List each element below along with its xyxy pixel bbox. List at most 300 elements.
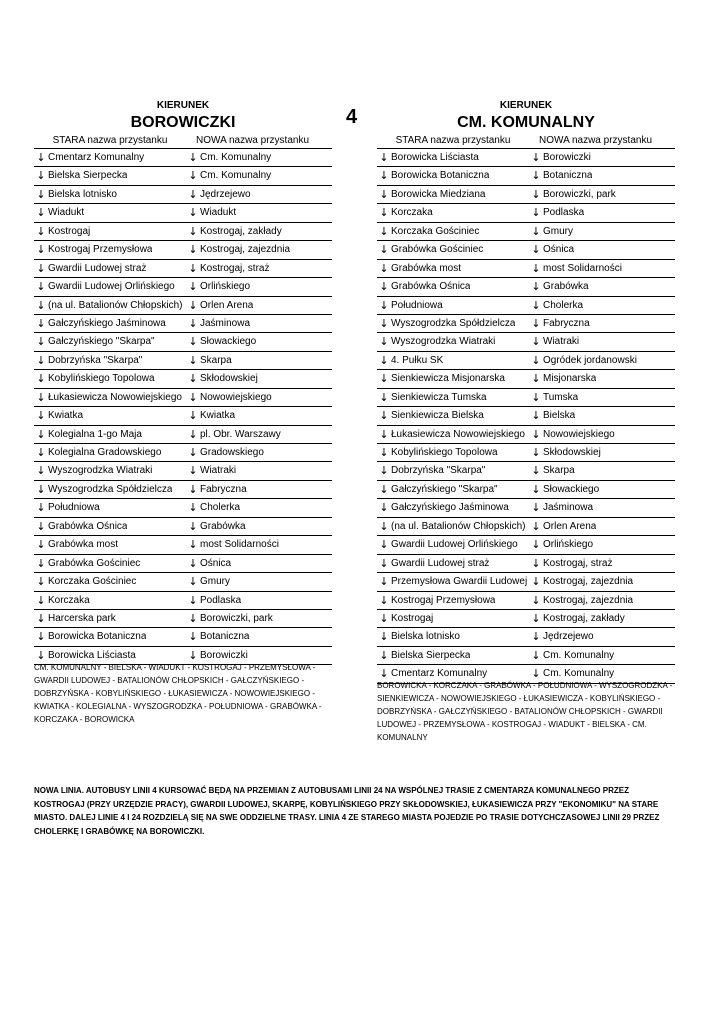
table-row bbox=[377, 333, 675, 351]
new-stop-cell bbox=[529, 167, 675, 184]
table-row bbox=[34, 628, 332, 646]
new-stop-name: Orlen Arena bbox=[200, 299, 254, 311]
arrow-down-icon: ↓ bbox=[188, 556, 198, 570]
table-row bbox=[377, 426, 675, 444]
new-stop-name: Botaniczna bbox=[200, 631, 250, 643]
old-stop-cell bbox=[34, 573, 186, 590]
old-stop-cell bbox=[34, 204, 186, 221]
old-stop-name: Łukasiewicza Nowowiejskiego bbox=[391, 428, 525, 440]
new-stop-cell bbox=[529, 352, 675, 369]
old-stop-cell bbox=[34, 407, 186, 424]
old-stop-name: Gałczyńskiego Jaśminowa bbox=[391, 502, 509, 514]
old-stop-name: Grabówka most bbox=[391, 262, 462, 274]
line-number: 4 bbox=[346, 106, 358, 128]
old-stop-name: Kostrogaj Przemysłowa bbox=[391, 594, 496, 606]
arrow-down-icon: ↓ bbox=[188, 316, 198, 330]
arrow-down-icon: ↓ bbox=[36, 519, 46, 533]
arrow-down-icon: ↓ bbox=[531, 206, 541, 220]
table-row bbox=[377, 407, 675, 425]
table-row bbox=[34, 592, 332, 610]
new-stop-cell bbox=[186, 592, 332, 609]
table-row bbox=[34, 389, 332, 407]
old-stop-name: Kostrogaj bbox=[48, 225, 91, 237]
arrow-down-icon: ↓ bbox=[379, 446, 389, 459]
old-stop-name: Sienkiewicza Tumska bbox=[391, 391, 487, 403]
new-stop-cell bbox=[529, 426, 675, 443]
arrow-down-icon: ↓ bbox=[36, 390, 46, 404]
table-row bbox=[377, 315, 675, 333]
new-stop-name: Botaniczna bbox=[543, 170, 593, 182]
table-row bbox=[377, 518, 675, 536]
arrow-down-icon: ↓ bbox=[531, 409, 541, 423]
new-stop-cell bbox=[186, 536, 332, 553]
new-stop-name: Skarpa bbox=[200, 354, 232, 366]
new-stop-cell bbox=[186, 481, 332, 498]
arrow-down-icon: ↓ bbox=[36, 224, 46, 238]
new-stop-cell bbox=[186, 297, 332, 314]
arrow-down-icon: ↓ bbox=[379, 556, 389, 570]
arrow-down-icon: ↓ bbox=[188, 648, 198, 662]
old-stop-cell bbox=[377, 167, 529, 184]
new-stop-name: Skarpa bbox=[543, 465, 575, 477]
new-stop-cell bbox=[529, 499, 675, 516]
stops-table bbox=[377, 149, 675, 684]
arrow-down-icon: ↓ bbox=[36, 298, 46, 312]
new-stop-name: Jędrzejewo bbox=[543, 631, 594, 643]
old-stop-name: Borowicka Liściasta bbox=[391, 152, 479, 163]
new-stop-name: Kostrogaj, zakłady bbox=[543, 612, 625, 624]
old-name-header: STARA nazwa przystanku bbox=[395, 135, 511, 146]
arrow-down-icon: ↓ bbox=[531, 372, 541, 386]
old-stop-name: (na ul. Batalionów Chłopskich) bbox=[391, 520, 526, 532]
table-row bbox=[377, 647, 675, 665]
arrow-down-icon: ↓ bbox=[379, 611, 389, 625]
old-stop-cell bbox=[377, 592, 529, 609]
arrow-down-icon: ↓ bbox=[531, 519, 541, 533]
arrow-down-icon: ↓ bbox=[36, 316, 46, 330]
table-row bbox=[34, 333, 332, 351]
arrow-down-icon: ↓ bbox=[531, 538, 541, 552]
new-stop-name: Cm. Komunalny bbox=[543, 668, 615, 680]
arrow-down-icon: ↓ bbox=[379, 667, 389, 681]
new-stop-name: Fabryczna bbox=[200, 483, 247, 495]
new-stop-name: Grabówka bbox=[543, 281, 589, 293]
table-row bbox=[377, 167, 675, 185]
table-row bbox=[34, 260, 332, 278]
old-stop-name: Borowicka Botaniczna bbox=[48, 631, 147, 643]
table-row bbox=[377, 352, 675, 370]
arrow-down-icon: ↓ bbox=[188, 427, 198, 441]
arrow-down-icon: ↓ bbox=[531, 630, 541, 644]
new-stop-name: Jędrzejewo bbox=[200, 188, 251, 200]
new-stop-name: Grabówka bbox=[200, 520, 246, 532]
arrow-down-icon: ↓ bbox=[188, 280, 198, 294]
old-stop-name: Sienkiewicza Misjonarska bbox=[391, 373, 505, 385]
new-stop-cell bbox=[529, 370, 675, 387]
arrow-down-icon: ↓ bbox=[36, 335, 46, 349]
old-stop-cell bbox=[377, 333, 529, 350]
arrow-down-icon: ↓ bbox=[36, 187, 46, 201]
table-row bbox=[34, 555, 332, 573]
new-stop-cell bbox=[529, 333, 675, 350]
arrow-down-icon: ↓ bbox=[188, 593, 198, 607]
old-stop-name: Gałczyńskiego "Skarpa" bbox=[48, 336, 155, 348]
old-stop-cell bbox=[34, 499, 186, 516]
old-stop-name: Korczaka bbox=[391, 207, 433, 219]
old-stop-name: Wyszogrodzka Wiatraki bbox=[391, 336, 496, 348]
new-stop-cell bbox=[186, 204, 332, 221]
old-stop-name: Kwiatka bbox=[48, 410, 84, 422]
table-row bbox=[34, 481, 332, 499]
old-stop-name: Dobrzyńska "Skarpa" bbox=[48, 354, 143, 366]
old-stop-cell bbox=[377, 610, 529, 627]
new-stop-cell bbox=[529, 315, 675, 332]
old-stop-cell bbox=[34, 315, 186, 332]
new-stop-name: Gmury bbox=[543, 225, 573, 237]
table-row bbox=[377, 536, 675, 554]
old-stop-cell bbox=[377, 426, 529, 443]
old-stop-cell bbox=[377, 260, 529, 277]
old-stop-cell bbox=[34, 592, 186, 609]
arrow-down-icon: ↓ bbox=[36, 372, 46, 386]
old-stop-name: Kostrogaj bbox=[391, 612, 434, 624]
old-stop-name: Przemysłowa Gwardii Ludowej bbox=[391, 576, 528, 588]
old-stop-name: Gwardii Ludowej straż bbox=[391, 557, 490, 569]
new-name-header: NOWA nazwa przystanku bbox=[196, 135, 310, 146]
old-stop-name: Dobrzyńska "Skarpa" bbox=[391, 465, 486, 477]
arrow-down-icon: ↓ bbox=[531, 261, 541, 275]
old-stop-cell bbox=[34, 536, 186, 553]
route-description: CM. KOMUNALNY - BIELSKA - WIADUKT - KOSTROGAJ - PRZEMYSŁOWA - GWARDII LUDOWEJ - BATALIONÓW CHŁOPSKICH - GAŁCZYŃSKIEGO - DOBRZYŃSKA - KOBYLIŃSKIEGO - ŁUKASIEWICZA - NOWOWIEJSKIEGO - KWIATKA - KOLEGIALNA - WYSZOGRODZKA - POŁUDNIOWA - GRABÓWKA - KORCZAKA - BOROWICKA bbox=[34, 663, 322, 724]
table-row bbox=[377, 481, 675, 499]
old-stop-name: Gałczyńskiego Jaśminowa bbox=[48, 317, 166, 329]
table-row bbox=[377, 628, 675, 646]
old-stop-name: Grabówka Gościniec bbox=[48, 557, 141, 569]
arrow-down-icon: ↓ bbox=[379, 427, 389, 441]
new-stop-name: Tumska bbox=[543, 391, 579, 403]
arrow-down-icon: ↓ bbox=[36, 630, 46, 644]
old-stop-name: Grabówka Gościniec bbox=[391, 244, 484, 256]
new-stop-name: Ośnica bbox=[200, 557, 232, 569]
table-row bbox=[377, 592, 675, 610]
arrow-down-icon: ↓ bbox=[188, 224, 198, 238]
old-stop-cell bbox=[34, 333, 186, 350]
new-stop-name: Cm. Komunalny bbox=[543, 649, 615, 661]
new-stop-name: Gmury bbox=[200, 576, 230, 588]
arrow-down-icon: ↓ bbox=[188, 409, 198, 423]
arrow-down-icon: ↓ bbox=[531, 556, 541, 570]
arrow-down-icon: ↓ bbox=[188, 261, 198, 275]
arrow-down-icon: ↓ bbox=[531, 298, 541, 312]
arrow-down-icon: ↓ bbox=[188, 169, 198, 183]
table-row bbox=[34, 167, 332, 185]
arrow-down-icon: ↓ bbox=[379, 169, 389, 183]
new-stop-name: Borowiczki bbox=[543, 152, 591, 163]
old-stop-name: Gałczyńskiego "Skarpa" bbox=[391, 483, 498, 495]
old-stop-cell bbox=[377, 223, 529, 240]
old-stop-cell bbox=[377, 536, 529, 553]
arrow-down-icon: ↓ bbox=[379, 630, 389, 644]
new-stop-cell bbox=[529, 647, 675, 664]
new-stop-cell bbox=[186, 389, 332, 406]
new-stop-cell bbox=[529, 149, 675, 166]
new-stop-cell bbox=[186, 462, 332, 479]
old-stop-name: Cmentarz Komunalny bbox=[48, 152, 145, 163]
new-stop-name: most Solidarności bbox=[543, 262, 622, 274]
old-stop-name: Bielska lotnisko bbox=[391, 631, 460, 643]
destination-title: BOROWICZKI bbox=[130, 114, 236, 131]
arrow-down-icon: ↓ bbox=[531, 464, 541, 478]
new-stop-name: Podlaska bbox=[200, 594, 242, 606]
new-stop-cell bbox=[186, 167, 332, 184]
new-stop-cell bbox=[186, 149, 332, 166]
old-stop-cell bbox=[377, 370, 529, 387]
arrow-down-icon: ↓ bbox=[379, 353, 389, 367]
new-stop-cell bbox=[186, 223, 332, 240]
arrow-down-icon: ↓ bbox=[531, 316, 541, 330]
table-row bbox=[34, 518, 332, 536]
arrow-down-icon: ↓ bbox=[36, 648, 46, 662]
arrow-down-icon: ↓ bbox=[379, 464, 389, 478]
table-row bbox=[34, 370, 332, 388]
arrow-down-icon: ↓ bbox=[36, 482, 46, 496]
new-stop-name: Nowowiejskiego bbox=[543, 428, 615, 440]
old-stop-name: Kostrogaj Przemysłowa bbox=[48, 244, 153, 256]
old-stop-cell bbox=[377, 555, 529, 572]
old-stop-name: Grabówka most bbox=[48, 539, 119, 551]
arrow-down-icon: ↓ bbox=[531, 648, 541, 662]
table-row bbox=[34, 407, 332, 425]
route-description: BOROWICKA - KORCZAKA - GRABÓWKA - POŁUDNIOWA - WYSZOGRODZKA - SIENKIEWICZA - NOWOWIEJSKIEGO - ŁUKASIEWICZA - KOBYLIŃSKIEGO - DOBRZYŃSKA - GAŁCZYŃSKIEGO - BATALIONÓW CHŁOPSKICH - GWARDII LUDOWEJ - PRZEMYSŁOWA - KOSTROGAJ - WIADUKT - BIELSKA - CM. KOMUNALNY bbox=[377, 681, 673, 742]
table-row bbox=[34, 223, 332, 241]
arrow-down-icon: ↓ bbox=[531, 575, 541, 589]
arrow-down-icon: ↓ bbox=[36, 151, 46, 164]
new-stop-cell bbox=[529, 186, 675, 203]
arrow-down-icon: ↓ bbox=[36, 169, 46, 183]
old-stop-name: Grabówka Ośnica bbox=[391, 281, 471, 293]
old-stop-cell bbox=[34, 555, 186, 572]
old-stop-cell bbox=[34, 223, 186, 240]
arrow-down-icon: ↓ bbox=[188, 298, 198, 312]
new-stop-name: Wiatraki bbox=[543, 336, 580, 348]
old-stop-cell bbox=[377, 462, 529, 479]
table-row bbox=[377, 149, 675, 167]
old-stop-cell bbox=[34, 426, 186, 443]
arrow-down-icon: ↓ bbox=[188, 187, 198, 201]
table-row bbox=[377, 462, 675, 480]
table-row bbox=[377, 444, 675, 462]
new-stop-cell bbox=[529, 592, 675, 609]
old-stop-cell bbox=[34, 149, 186, 166]
arrow-down-icon: ↓ bbox=[188, 482, 198, 496]
service-note: NOWA LINIA. AUTOBUSY LINII 4 KURSOWAĆ BĘDĄ NA PRZEMIAN Z AUTOBUSAMI LINII 24 NA WSPÓLNEJ TRASIE Z CMENTARZA KOMUNALNEGO PRZEZ KOSTROGAJ (PRZY URZĘDZIE PRACY), GWARDII LUDOWEJ, SKARPĘ, KOBYLIŃSKIEGO PRZY SKŁODOWSKIEJ, ŁUKASIEWICZA PRZY "EKONOMIKU" NA STARE MIASTO. DALEJ LINIE 4 I 24 ROZDZIELĄ SIĘ NA SWE ODDZIELNE TRASY. LINIA 4 ZE STAREGO MIASTA POJEDZIE PO TRASIE DOTYCHCZASOWEJ LINII 29 PRZEZ CHOLERKĘ I GRABÓWKĘ NA BOROWICZKI. bbox=[34, 786, 660, 836]
old-stop-name: 4. Pułku SK bbox=[391, 354, 444, 366]
old-stop-cell bbox=[377, 481, 529, 498]
old-stop-cell bbox=[34, 462, 186, 479]
new-stop-cell bbox=[186, 555, 332, 572]
arrow-down-icon: ↓ bbox=[531, 667, 541, 681]
arrow-down-icon: ↓ bbox=[188, 519, 198, 533]
old-stop-cell bbox=[377, 573, 529, 590]
arrow-down-icon: ↓ bbox=[379, 390, 389, 404]
new-stop-name: Misjonarska bbox=[543, 373, 597, 385]
old-stop-cell bbox=[377, 278, 529, 295]
new-stop-cell bbox=[186, 333, 332, 350]
arrow-down-icon: ↓ bbox=[36, 575, 46, 589]
old-stop-name: Bielska Sierpecka bbox=[48, 170, 128, 182]
arrow-down-icon: ↓ bbox=[531, 427, 541, 441]
arrow-down-icon: ↓ bbox=[36, 611, 46, 625]
destination-title: CM. KOMUNALNY bbox=[457, 114, 595, 131]
new-stop-cell bbox=[529, 389, 675, 406]
arrow-down-icon: ↓ bbox=[188, 501, 198, 515]
new-stop-cell bbox=[529, 278, 675, 295]
arrow-down-icon: ↓ bbox=[36, 353, 46, 367]
arrow-down-icon: ↓ bbox=[188, 372, 198, 386]
old-stop-cell bbox=[34, 444, 186, 461]
stops-table bbox=[34, 149, 332, 665]
old-stop-name: Korczaka bbox=[48, 594, 90, 606]
old-stop-cell bbox=[34, 370, 186, 387]
table-row bbox=[34, 315, 332, 333]
new-stop-name: most Solidarności bbox=[200, 539, 279, 551]
arrow-down-icon: ↓ bbox=[379, 298, 389, 312]
table-row bbox=[34, 426, 332, 444]
new-stop-cell bbox=[186, 573, 332, 590]
arrow-down-icon: ↓ bbox=[379, 243, 389, 257]
arrow-down-icon: ↓ bbox=[379, 482, 389, 496]
arrow-down-icon: ↓ bbox=[531, 593, 541, 607]
table-row bbox=[34, 241, 332, 259]
new-stop-name: Kostrogaj, straż bbox=[543, 557, 613, 569]
new-stop-name: Skłodowskiej bbox=[200, 373, 258, 385]
arrow-down-icon: ↓ bbox=[379, 648, 389, 662]
table-row bbox=[377, 278, 675, 296]
new-stop-name: Cholerka bbox=[543, 299, 584, 311]
arrow-down-icon: ↓ bbox=[36, 409, 46, 423]
arrow-down-icon: ↓ bbox=[379, 409, 389, 423]
arrow-down-icon: ↓ bbox=[379, 151, 389, 164]
old-stop-name: Bielska Sierpecka bbox=[391, 649, 471, 661]
arrow-down-icon: ↓ bbox=[531, 243, 541, 257]
old-stop-cell bbox=[377, 204, 529, 221]
new-stop-name: Orlen Arena bbox=[543, 520, 597, 532]
arrow-down-icon: ↓ bbox=[531, 482, 541, 496]
new-stop-name: Kostrogaj, zajezdnia bbox=[543, 576, 634, 588]
table-row bbox=[34, 610, 332, 628]
old-stop-cell bbox=[377, 628, 529, 645]
new-stop-name: Cm. Komunalny bbox=[200, 170, 272, 182]
table-row bbox=[34, 536, 332, 554]
arrow-down-icon: ↓ bbox=[379, 335, 389, 349]
new-stop-cell bbox=[186, 518, 332, 535]
new-stop-cell bbox=[186, 352, 332, 369]
old-stop-cell bbox=[34, 610, 186, 627]
old-stop-cell bbox=[377, 518, 529, 535]
arrow-down-icon: ↓ bbox=[379, 224, 389, 238]
new-stop-cell bbox=[186, 407, 332, 424]
table-row bbox=[34, 499, 332, 517]
new-stop-cell bbox=[186, 444, 332, 461]
table-row bbox=[34, 204, 332, 222]
old-stop-cell bbox=[377, 389, 529, 406]
old-stop-cell bbox=[34, 260, 186, 277]
table-row bbox=[377, 555, 675, 573]
arrow-down-icon: ↓ bbox=[188, 630, 198, 644]
old-stop-cell bbox=[34, 278, 186, 295]
table-row bbox=[34, 149, 332, 167]
arrow-down-icon: ↓ bbox=[531, 151, 541, 164]
old-stop-name: Wyszogrodzka Wiatraki bbox=[48, 465, 153, 477]
new-stop-cell bbox=[186, 186, 332, 203]
arrow-down-icon: ↓ bbox=[36, 464, 46, 478]
new-stop-name: Jaśminowa bbox=[200, 317, 251, 329]
old-stop-name: Korczaka Gościniec bbox=[391, 225, 480, 237]
old-stop-name: Wiadukt bbox=[48, 207, 85, 219]
new-stop-cell bbox=[529, 518, 675, 535]
old-stop-name: Borowicka Liściasta bbox=[48, 649, 136, 661]
new-stop-cell bbox=[529, 462, 675, 479]
new-stop-cell bbox=[529, 573, 675, 590]
table-row bbox=[377, 223, 675, 241]
new-stop-name: Cm. Komunalny bbox=[200, 152, 272, 163]
new-stop-cell bbox=[186, 628, 332, 645]
new-stop-name: Słowackiego bbox=[543, 483, 600, 495]
arrow-down-icon: ↓ bbox=[531, 390, 541, 404]
old-stop-cell bbox=[377, 444, 529, 461]
new-stop-name: Kostrogaj, straż bbox=[200, 262, 270, 274]
old-stop-name: Borowicka Miedziana bbox=[391, 188, 486, 200]
old-stop-name: Południowa bbox=[391, 299, 443, 311]
table-row bbox=[377, 186, 675, 204]
new-stop-name: pl. Obr. Warszawy bbox=[200, 428, 281, 440]
arrow-down-icon: ↓ bbox=[531, 611, 541, 625]
new-stop-cell bbox=[529, 204, 675, 221]
arrow-down-icon: ↓ bbox=[531, 280, 541, 294]
table-row bbox=[377, 241, 675, 259]
old-stop-cell bbox=[377, 647, 529, 664]
direction-borowiczki bbox=[34, 100, 332, 665]
old-stop-name: Kolegialna 1-go Maja bbox=[48, 428, 142, 440]
old-stop-cell bbox=[34, 167, 186, 184]
arrow-down-icon: ↓ bbox=[379, 593, 389, 607]
old-stop-name: Kolegialna Gradowskiego bbox=[48, 447, 162, 458]
new-stop-cell bbox=[186, 610, 332, 627]
direction-label: KIERUNEK bbox=[156, 100, 210, 111]
new-stop-name: Ogródek jordanowski bbox=[543, 354, 637, 366]
new-stop-cell bbox=[529, 610, 675, 627]
new-stop-name: Kostrogaj, zakłady bbox=[200, 225, 282, 237]
new-stop-cell bbox=[529, 241, 675, 258]
table-row bbox=[377, 260, 675, 278]
old-stop-cell bbox=[34, 481, 186, 498]
arrow-down-icon: ↓ bbox=[379, 538, 389, 552]
old-stop-name: Południowa bbox=[48, 502, 100, 514]
arrow-down-icon: ↓ bbox=[36, 593, 46, 607]
arrow-down-icon: ↓ bbox=[379, 206, 389, 220]
new-name-header: NOWA nazwa przystanku bbox=[539, 135, 653, 146]
old-stop-name: Grabówka Ośnica bbox=[48, 520, 128, 532]
new-stop-name: Kwiatka bbox=[200, 410, 236, 422]
new-stop-name: Orlińskiego bbox=[200, 281, 251, 293]
arrow-down-icon: ↓ bbox=[36, 538, 46, 552]
arrow-down-icon: ↓ bbox=[36, 556, 46, 570]
old-stop-name: Harcerska park bbox=[48, 612, 116, 624]
new-stop-cell bbox=[186, 315, 332, 332]
new-stop-cell bbox=[529, 260, 675, 277]
old-stop-cell bbox=[377, 315, 529, 332]
arrow-down-icon: ↓ bbox=[379, 575, 389, 589]
